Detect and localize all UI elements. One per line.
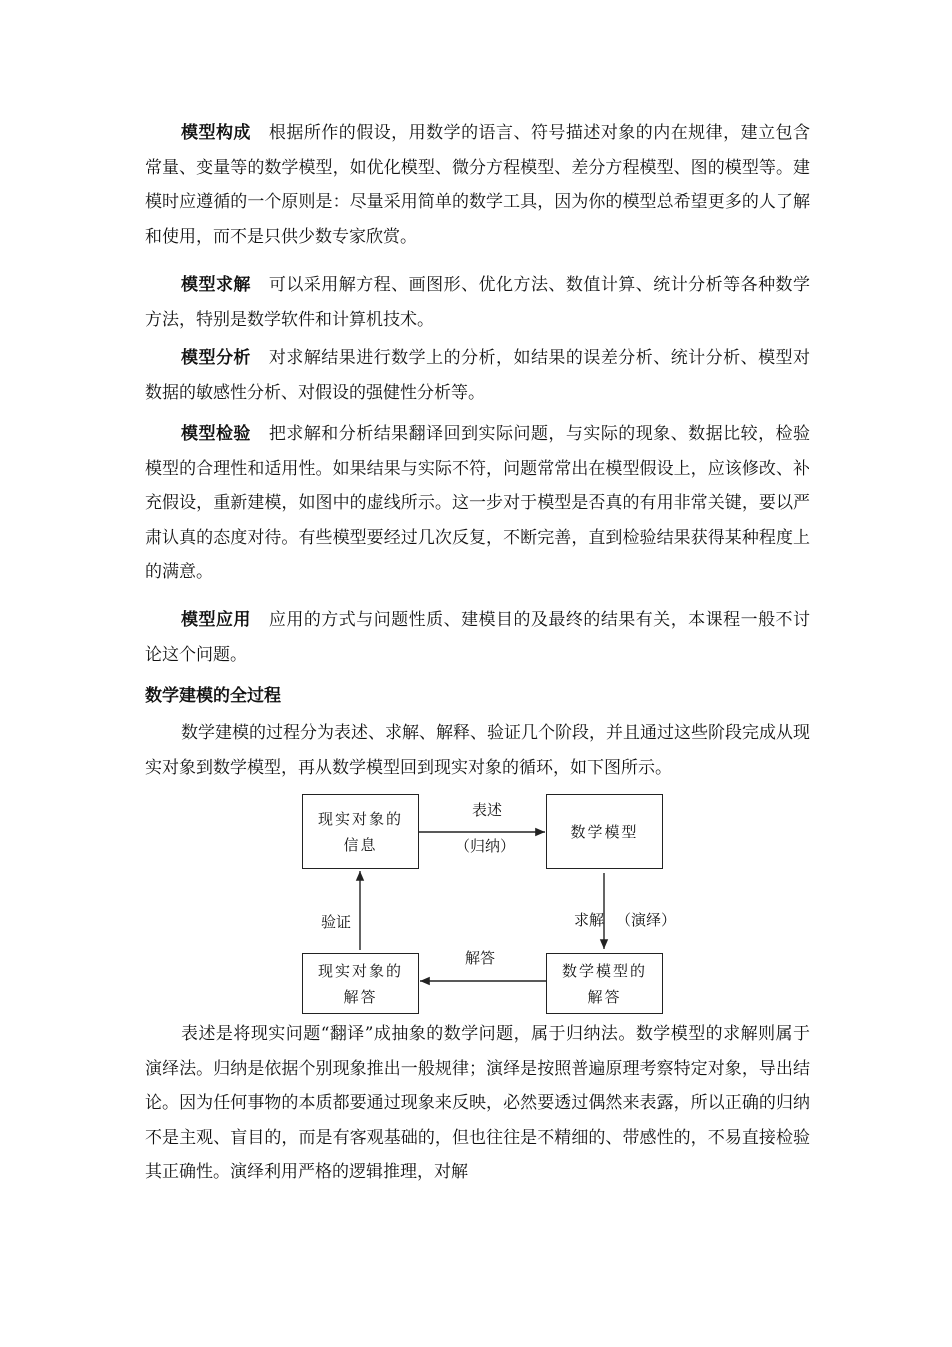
label-deduction: （演绎） bbox=[616, 911, 677, 929]
section-heading: 数学建模的全过程 bbox=[145, 686, 281, 706]
label-express: 表述 bbox=[472, 801, 503, 819]
lead-term: 模型检验 bbox=[181, 424, 251, 444]
lead-term: 模型应用 bbox=[181, 610, 251, 630]
lead-term: 模型构成 bbox=[181, 123, 251, 143]
intro-paragraph: 数学建模的过程分为表述、求解、解释、验证几个阶段，并且通过这些阶段完成从现实对象到数学模型，再从数学模型回到现实对象的循环，如下图所示。 bbox=[145, 723, 810, 778]
box-math-model bbox=[546, 794, 663, 869]
box-line: 数学模型的 bbox=[561, 961, 647, 980]
box-line: 信息 bbox=[343, 835, 378, 854]
box-math-model-answer bbox=[546, 953, 663, 1014]
box-line: 现实对象的 bbox=[317, 961, 403, 980]
paragraph-text: 根据所作的假设，用数学的语言、符号描述对象的内在规律，建立包含常量、变量等的数学模型，如优化模型、微分方程模型、差分方程模型、图的模型等。建模时应遵循的一个原则是：尽量采用简单的数学工具，因为你的模型总希望更多的人了解和使用，而不是只供少数专家欣赏。 bbox=[145, 123, 811, 247]
box-line: 数学模型 bbox=[570, 822, 639, 841]
box-real-object-info bbox=[302, 794, 419, 869]
paragraph-text: 可以采用解方程、画图形、优化方法、数值计算、统计分析等各种数学方法，特别是数学软件和计算机技术。 bbox=[145, 275, 811, 330]
paragraph-text: 应用的方式与问题性质、建模目的及最终的结果有关，本课程一般不讨论这个问题。 bbox=[145, 610, 811, 665]
lead-term: 模型分析 bbox=[181, 348, 251, 368]
lead-term: 模型求解 bbox=[181, 275, 251, 295]
closing-paragraph: 表述是将现实问题“翻译”成抽象的数学问题，属于归纳法。数学模型的求解则属于演绎法。归纳是依据个别现象推出一般规律；演绎是按照普遍原理考察特定对象，导出结论。因为任何事物的本质都要通过现象来反映，必然要透过偶然来表露，所以正确的归纳不是主观、盲目的，而是有客观基础的，但也往往是不精细的、带感性的，不易直接检验其正确性。演绎利用严格的逻辑推理，对解 bbox=[145, 1024, 810, 1182]
box-line: 解答 bbox=[587, 987, 622, 1006]
paragraph-text: 把求解和分析结果翻译回到实际问题，与实际的现象、数据比较，检验模型的合理性和适用性。如果结果与实际不符，问题常常出在模型假设上，应该修改、补充假设，重新建模，如图中的虚线所示。这一步对于模型是否真的有用非常关键，要以严肃认真的态度对待。有些模型要经过几次反复，不断完善，直到检验结果获得某种程度上的满意。 bbox=[145, 424, 811, 582]
label-verify: 验证 bbox=[321, 913, 352, 931]
label-answer: 解答 bbox=[465, 949, 496, 967]
box-line: 现实对象的 bbox=[317, 809, 403, 828]
box-line: 解答 bbox=[343, 987, 378, 1006]
label-induction: （归纳） bbox=[455, 837, 516, 855]
label-solve: 求解 bbox=[574, 911, 605, 929]
box-real-object-answer bbox=[302, 953, 419, 1014]
paragraph-text: 对求解结果进行数学上的分析，如结果的误差分析、统计分析、模型对数据的敏感性分析、对假设的强健性分析等。 bbox=[145, 348, 811, 403]
